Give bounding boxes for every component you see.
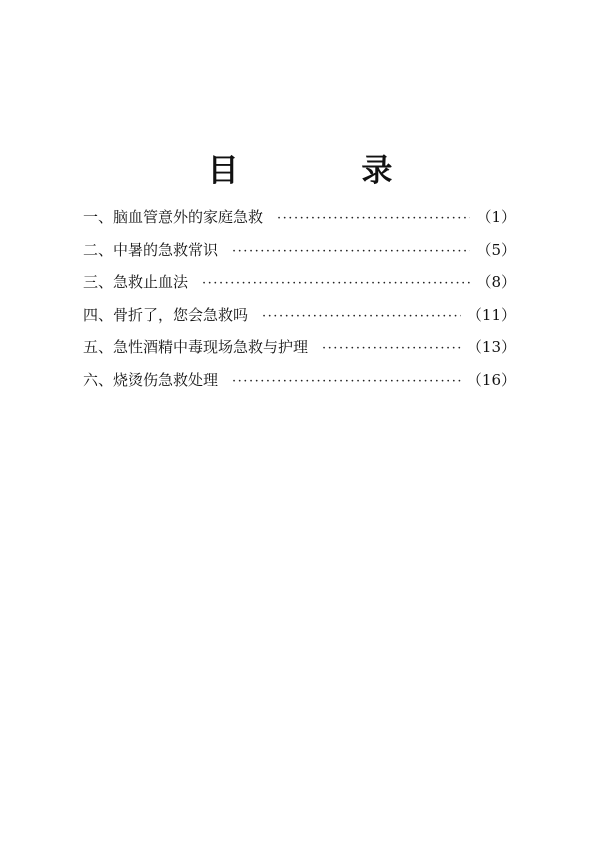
entry-separator: 、 (98, 273, 114, 291)
entry-title: 急性酒精中毒现场急救与护理 (113, 338, 309, 356)
entry-number: 三 (83, 273, 99, 291)
toc-entry[interactable] (83, 236, 516, 269)
toc-entry[interactable] (83, 268, 516, 301)
dot-leader (277, 205, 470, 233)
entry-page-number: （1） (476, 208, 516, 226)
entry-number: 六 (83, 370, 99, 389)
entry-title: 急救止血法 (113, 273, 189, 291)
entry-page-number: （13） (466, 338, 516, 356)
entry-separator: 、 (98, 208, 114, 226)
toc-entry[interactable] (83, 203, 516, 236)
toc-entry[interactable] (83, 301, 516, 334)
entry-separator: 、 (98, 305, 114, 324)
entry-title: 烧烫伤急救处理 (113, 370, 219, 389)
entry-page-number: （5） (476, 240, 516, 259)
dot-leader (232, 238, 470, 266)
toc-entry[interactable] (83, 366, 516, 399)
entry-number: 二 (83, 240, 99, 259)
dot-leader (202, 270, 470, 298)
entry-title: 中暑的急救常识 (113, 240, 219, 259)
entry-number: 四 (83, 305, 99, 324)
dot-leader (232, 368, 461, 396)
entry-page-number: （16） (466, 370, 516, 389)
entry-page-number: （8） (476, 273, 516, 291)
entry-page-number: （11） (466, 305, 516, 324)
entry-separator: 、 (98, 338, 114, 356)
entry-title: 骨折了，您会急救吗 (113, 305, 249, 324)
entry-separator: 、 (98, 370, 114, 389)
toc-title: 目 录 (207, 152, 449, 189)
entry-separator: 、 (98, 240, 114, 259)
dot-leader (322, 335, 461, 363)
dot-leader (262, 303, 461, 331)
entry-title: 脑血管意外的家庭急救 (113, 208, 264, 226)
entry-number: 五 (83, 338, 99, 356)
entry-number: 一 (83, 208, 99, 226)
toc-entry[interactable] (83, 333, 516, 366)
table-of-contents (83, 203, 516, 398)
